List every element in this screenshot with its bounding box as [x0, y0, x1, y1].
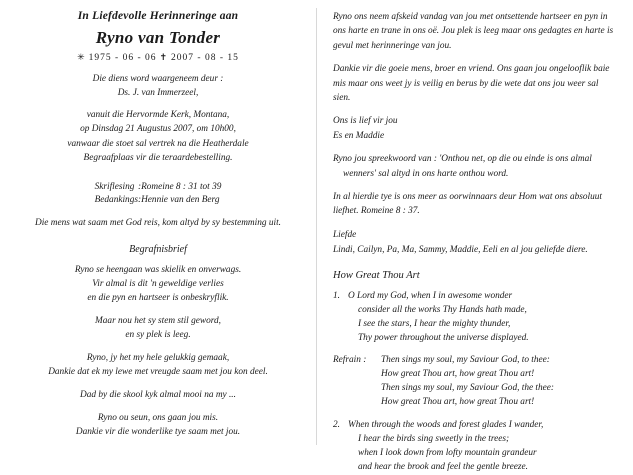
hymn-verse: [333, 419, 621, 475]
quote-line: wenners' sal altyd in ons harte onthou word.: [343, 168, 509, 179]
hymn-title: How Great Thou Art: [333, 269, 420, 281]
right-column: [317, 0, 633, 472]
table-row: [95, 193, 222, 206]
tribute-line: sien.: [333, 93, 351, 104]
poem-title: Begrafnisbrief: [129, 244, 187, 256]
service-line: op Dinsdag 21 Augustus 2007, om 10h00,: [80, 124, 236, 135]
verse-line: How great Thou art, how great Thou art!: [381, 397, 535, 408]
verse-number: 1.: [333, 290, 340, 301]
program-table: [95, 180, 222, 206]
deceased-name: Ryno van Tonder: [95, 28, 221, 47]
poem-line: Dad by die skool kyk almal mooi na my ...: [80, 390, 236, 400]
verse-body: [348, 419, 621, 475]
verse-line: and hear the brook and feel the gentle breeze.: [358, 462, 528, 472]
poem-stanza: [14, 264, 302, 306]
table-row: [95, 180, 222, 193]
death-date: 2007 - 08 - 15: [171, 53, 239, 63]
farewell-line: Ons is lief vir jou: [333, 116, 398, 127]
service-line: Die diens word waargeneem deur :: [92, 74, 224, 84]
verse-line: How great Thou art, how great Thou art!: [381, 369, 535, 380]
life-dates: [14, 52, 302, 63]
poem-line: Dankie vir die wonderlike tye saam met jou.: [75, 426, 241, 437]
poem: [14, 264, 302, 439]
death-cross-icon: ✝: [159, 52, 169, 62]
hymn-verse: [333, 290, 621, 346]
service-line: vanuit die Hervormde Kerk, Montana,: [86, 109, 230, 120]
closing-line: Die mens wat saam met God reis, kom altyd by sy bestemming uit.: [35, 218, 281, 229]
tribute-paragraph: [333, 62, 621, 105]
quote-line: Ryno jou spreekwoord van : 'Onthou net, op die ou einde is ons almal: [333, 154, 592, 165]
poem-line: Ryno ou seun, ons gaan jou mis.: [97, 412, 219, 423]
poem-line: Ryno, jy het my hele gelukkig gemaak,: [86, 353, 230, 364]
scripture-paragraph: [333, 190, 621, 219]
birth-date: 1975 - 06 - 06: [88, 53, 157, 63]
left-column: [0, 0, 316, 453]
poem-stanza: [14, 389, 302, 403]
service-line: Ds. J. van Immerzeel,: [117, 88, 199, 99]
signers: Lindi, Cailyn, Pa, Ma, Sammy, Maddie, Eeli en al jou geliefde diere.: [333, 245, 588, 256]
poem-line: Vir almal is dit 'n geweldige verlies: [92, 279, 224, 290]
verse-number: 2.: [333, 420, 340, 431]
program-separator: :: [137, 181, 142, 192]
service-details: [14, 72, 302, 165]
verse-line: O Lord my God, when I in awesome wonder: [348, 290, 513, 301]
memorial-heading: In Liefdevolle Herinneringe aan: [77, 10, 239, 22]
program-value: Romeine 8 : 31 tot 39: [141, 181, 222, 192]
poem-line: en die pyn en hartseer is onbeskryflik.: [87, 293, 229, 304]
verse-line: Then sings my soul, my Saviour God, the thee:: [381, 383, 555, 394]
scripture-line: liefhet. Romeine 8 : 37.: [333, 206, 420, 217]
quote-paragraph: [333, 152, 621, 181]
service-line: Begraafplaas vir die teraardebestelling.: [83, 153, 233, 164]
poem-stanza: [14, 412, 302, 440]
verse-line: Then sings my soul, my Saviour God, to thee:: [381, 355, 550, 366]
tribute-line: mis maar ons weet jy is veilig en berus by die wete dat ons jou weer sal: [333, 78, 599, 89]
verse-body: [381, 354, 621, 410]
verse-body: [348, 290, 621, 346]
poem-line: en sy plek is leeg.: [125, 330, 191, 341]
tribute-line: Ryno ons neem afskeid vandag van jou met ontsettende hartseer en pyn in: [333, 12, 608, 22]
tribute-line: ons harte en trane in ons oë. Jou plek is leeg maar ons gedagtes en harte is: [333, 26, 614, 37]
verse-line: When through the woods and forest glades I wander,: [348, 420, 544, 431]
verse-line: I hear the birds sing sweetly in the trees;: [358, 434, 510, 445]
poem-line: Dankie dat ek my lewe met vreugde saam met jou kon deel.: [48, 367, 268, 378]
verse-line: Thy power throughout the universe displayed.: [358, 332, 529, 343]
verse-line: when I look down from lofty mountain grandeur: [358, 448, 537, 459]
refrain-label: Refrain :: [333, 355, 367, 366]
poem-stanza: [14, 352, 302, 380]
tribute-line: Dankie vir die goeie mens, broer en vriend. Ons gaan jou ongelooflik baie: [333, 64, 610, 75]
farewell-signature: Es en Maddie: [333, 130, 385, 141]
program-value: Hennie van den Berg: [141, 194, 220, 205]
tribute-line: gevul met herinneringe van jou.: [333, 40, 452, 51]
verse-line: consider all the works Thy Hands hath made,: [358, 304, 527, 315]
service-line: vanwaar die stoet sal vertrek na die Heatherdale: [67, 138, 249, 149]
hymn-refrain: [333, 354, 621, 410]
poem-line: Ryno se heengaan was skielik en onverwags.: [74, 265, 242, 276]
verse-line: I see the stars, I hear the mighty thunder,: [358, 318, 511, 329]
program-label: Skriflesing: [94, 181, 135, 192]
farewell-block: [333, 114, 621, 143]
program-label: Bedankings: [94, 194, 138, 205]
poem-stanza: [14, 315, 302, 343]
tribute-paragraph: [333, 10, 621, 53]
scripture-line: In al hierdie tye is ons meer as oorwinnaars deur Hom wat ons absoluut: [333, 192, 603, 203]
program-separator: :: [137, 194, 142, 205]
birth-star-icon: ✳: [77, 52, 86, 62]
sign-off: Liefde: [333, 229, 357, 240]
poem-line: Maar nou het sy stem stil geword,: [95, 316, 221, 327]
